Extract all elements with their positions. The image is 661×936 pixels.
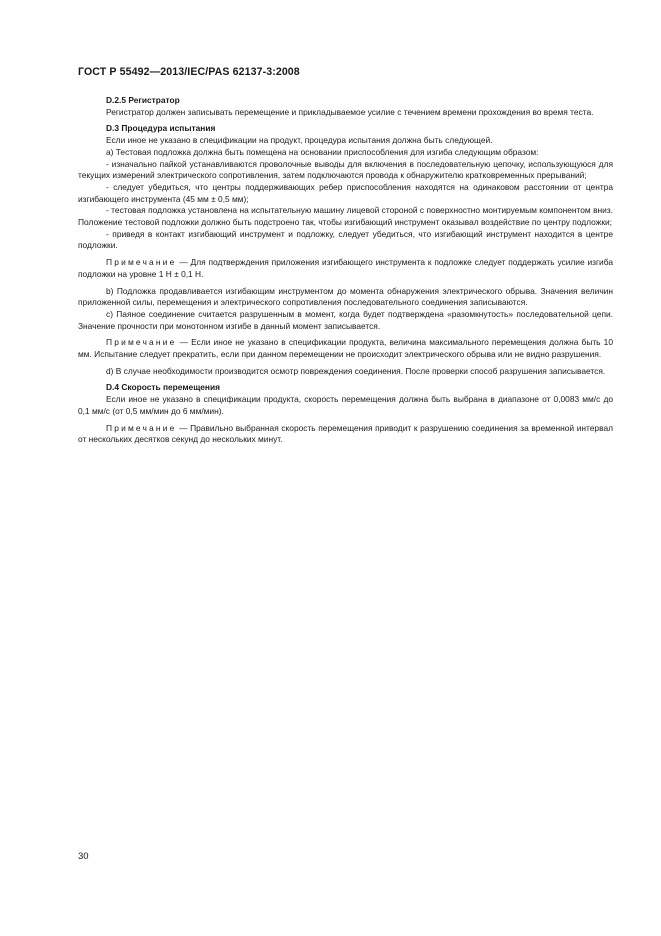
section-d25-title: D.2.5 Регистратор bbox=[106, 95, 180, 105]
item-a: a) Тестовая подложка должна быть помещена на основании приспособления для изгиба следующим образом: bbox=[106, 146, 539, 157]
document-body bbox=[78, 95, 613, 446]
note-label: Примечание bbox=[106, 257, 177, 268]
item-b: b) Подложка продавливается изгибающим инструментом до момента обнаружения электрического обрыва. Значения величин приложенной силы, перемещения и электрического сопротивления последовательного соединения записываются. bbox=[78, 285, 613, 308]
note-2 bbox=[78, 337, 613, 360]
section-d3-title: D.3 Процедура испытания bbox=[106, 123, 216, 134]
section-d4-title: D.4 Скорость перемещения bbox=[106, 382, 221, 393]
section-d25-text: Регистратор должен записывать перемещение и прикладываемое усилие с течением времени прохождения во время теста. bbox=[106, 106, 594, 117]
item-a-dash-4: - приведя в контакт изгибающий инструмент и подложку, следует убедиться, что изгибающий инструмент находится в центре подложки. bbox=[78, 228, 613, 251]
note-2-text: — Если иное не указано в спецификации продукта, величина максимального перемещения должна быть 10 мм. Испытание следует прекратить, если при данном перемещении не происходит электрического обрыва или не видно разрушения. bbox=[78, 337, 613, 360]
note-1 bbox=[78, 257, 613, 280]
note-1-text: — Для подтверждения приложения изгибающего инструмента к подложке следует поддержать усилие изгиба подложки на уровне 1 Н ± 0,1 Н. bbox=[78, 257, 613, 279]
note-3-text: — Правильно выбранная скорость перемещения приводит к разрушению соединения за временной интервал от нескольких десятков секунд до нескольких минут. bbox=[78, 422, 613, 445]
section-d4-text: Если иное не указано в спецификации продукта, скорость перемещения должна быть выбрана в диапазоне от 0,0083 мм/с до 0,1 мм/с (от 0,5 мм/мин до 6 мм/мин). bbox=[78, 394, 613, 416]
item-d: d) В случае необходимости производится осмотр повреждения соединения. После проверки способ разрушения записывается. bbox=[106, 365, 606, 376]
note-label: Примечание bbox=[106, 422, 177, 433]
page-number: 30 bbox=[78, 851, 89, 862]
section-d3-intro: Если иное не указано в спецификации на продукт, процедура испытания должна быть следующей. bbox=[106, 135, 493, 146]
item-a-dash-2: - следует убедиться, что центры поддерживающих ребер приспособления находятся на одинаковом расстоянии от центра изгибающего инструмента (45 мм ± 0,5 мм); bbox=[78, 181, 613, 204]
item-a-dash-3: - тестовая подложка установлена на испытательную машину лицевой стороной с поверхностно монтируемым компонентом вниз. Положение тестовой подложки должно быть подстроено так, чтобы изгибающий инструмент оказывал воздействие по центру подложки; bbox=[78, 205, 613, 228]
note-3 bbox=[78, 423, 613, 446]
item-a-dash-1: - изначально пайкой устанавливаются проволочные выводы для включения в последовательную цепочку, использующуюся для текущих измерений электрического сопротивления, затем подключаются провода к обнаружителю кратковременных прерываний; bbox=[78, 158, 613, 181]
document-header: ГОСТ Р 55492—2013/IEC/PAS 62137-3:2008 bbox=[78, 66, 300, 78]
item-c: c) Паяное соединение считается разрушенным в момент, когда будет подтверждена «разомкнутость» последовательной цепи. Значение прочности при монотонном изгибе в данный момент записывается. bbox=[78, 308, 613, 331]
note-label: Примечание bbox=[106, 337, 177, 348]
